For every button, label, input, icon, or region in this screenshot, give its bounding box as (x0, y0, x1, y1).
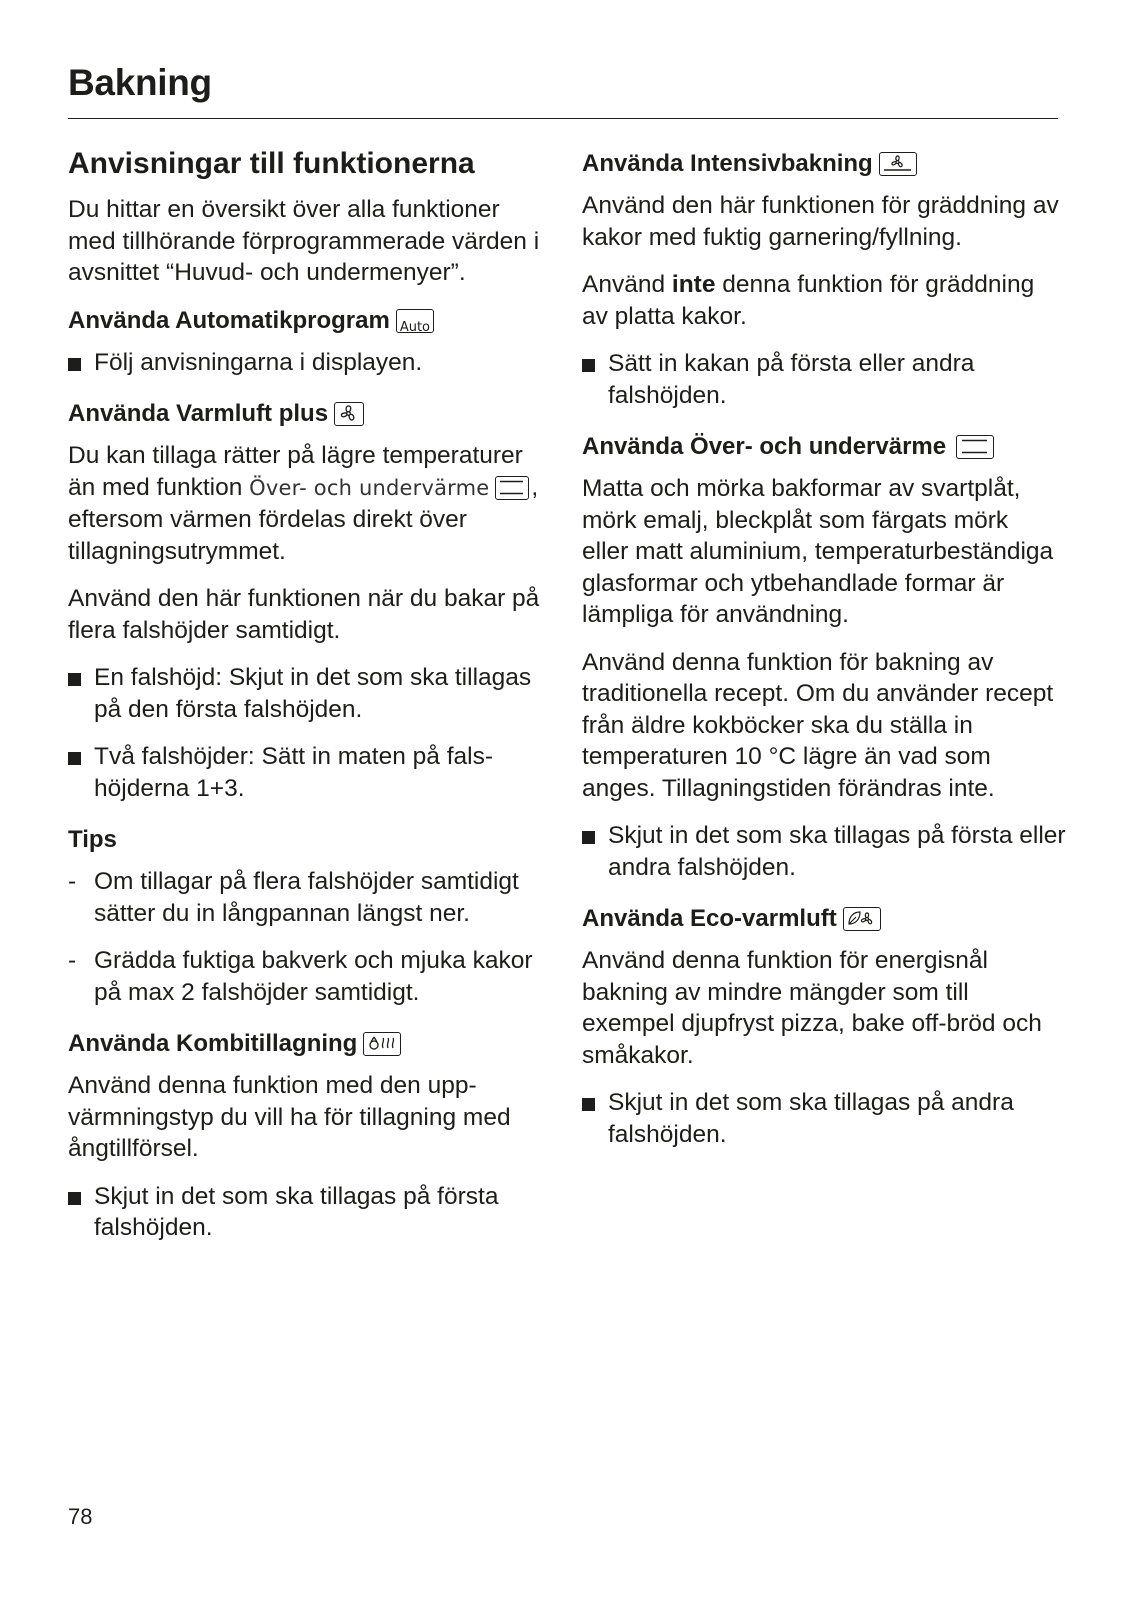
list-item (582, 348, 1086, 411)
intensiv-heading (582, 148, 1062, 180)
bullet-square-icon (68, 752, 81, 765)
intro-paragraph: Du hittar en översikt över alla funktioner med tillhörande förprogrammerade värden i avsnittet “Huvud- och undermenyer”. (68, 196, 540, 286)
list-item (68, 1181, 548, 1244)
over-under-paragraph-2: Använd denna funktion för bakning av traditionella recept. Om du använder recept från äldre kokböcker ska du ställa in temperaturen 10 °C lägre än vad som anges. Tillagningstiden förändras inte. (582, 648, 1054, 802)
bullet-square-icon (582, 359, 595, 372)
auto-icon-label: Auto (399, 319, 431, 335)
tip-text: Om tillagar på flera falshöjder samtidigt sätter du in långpannan längst ner. (94, 868, 519, 927)
display-text-over-under: Över- och undervärme (249, 475, 490, 500)
kombi-heading (68, 1028, 548, 1060)
section-heading: Anvisningar till funktionerna (68, 147, 475, 180)
tips-heading: Tips (68, 826, 117, 853)
over-under-heading-text: Använda Över- och undervärme (582, 433, 947, 460)
left-column (68, 146, 548, 1260)
right-column (582, 148, 1066, 1166)
list-item (68, 347, 548, 379)
over-under-paragraph-1: Matta och mörka bakformar av svartplåt, mörk emalj, bleckplåt som färgats mörk eller matt aluminium, temperaturbeständiga glasformar och ytbehandlade formar är lämpliga för användning. (582, 475, 1054, 628)
list-item-text: Två falshöjder: Sätt in maten på falshöjderna 1+3. (94, 743, 494, 802)
varmluft-text-b: , eftersom värmen fördelas direkt över tillagningsutrymmet. (68, 473, 539, 565)
combi-steam-icon (363, 1032, 401, 1056)
list-item (68, 662, 548, 725)
varmluft-paragraph-2: Använd den här funktionen när du bakar på flera falshöjder samtidigt. (68, 585, 540, 644)
intensive-bake-icon (879, 152, 917, 176)
varmluft-text-a: Du kan tillaga rätter på lägre temperaturer än med funktion (68, 442, 523, 501)
list-item-text: Skjut in det som ska tillagas på första falshöjden. (94, 1182, 499, 1241)
fan-icon (334, 402, 364, 426)
auto-heading (68, 305, 548, 337)
auto-icon (396, 309, 434, 333)
eco-heading-text: Använda Eco-varmluft (582, 905, 837, 932)
page-number: 78 (68, 1504, 93, 1529)
intensiv-text-b: denna funktion för gräddning av platta kakor. (582, 271, 1035, 330)
intensiv-paragraph-2 (582, 269, 1060, 332)
list-item-text: Skjut in det som ska tillagas på andra falshöjden. (608, 1089, 1014, 1148)
tip-text: Grädda fuktiga bakverk och mjuka kakor på max 2 falshöjder samtidigt. (94, 947, 533, 1006)
list-item (582, 1087, 1086, 1150)
dash-marker: - (68, 868, 77, 895)
top-bottom-heat-icon (495, 476, 529, 500)
tip-item (68, 866, 548, 929)
bullet-square-icon (68, 1192, 81, 1205)
list-item-text: Sätt in kakan på första eller andra falshöjden. (608, 350, 975, 409)
varmluft-paragraph-1 (68, 440, 548, 567)
kombi-heading-text: Använda Kombitillagning (68, 1030, 358, 1057)
intensiv-text-a: Använd (582, 271, 672, 298)
list-item-text: En falshöjd: Skjut in det som ska tillagas på den första falshöjden. (94, 664, 532, 723)
intensiv-paragraph-1: Använd den här funktionen för gräddning av kakor med fuktig garnering/fyllning. (582, 192, 1059, 251)
list-item-text: Följ anvisningarna i displayen. (94, 348, 423, 376)
page-title: Bakning (68, 62, 212, 103)
top-bottom-heat-icon (956, 435, 994, 459)
bullet-square-icon (68, 358, 81, 371)
eco-fan-icon (843, 907, 881, 931)
varmluft-heading (68, 398, 548, 430)
eco-paragraph: Använd denna funktion för energisnål bakning av mindre mängder som till exempel djupfryst pizza, bake off-bröd och småkakor. (582, 947, 1042, 1069)
tip-item (68, 945, 548, 1008)
bullet-square-icon (68, 673, 81, 686)
eco-heading (582, 903, 1062, 935)
bullet-square-icon (582, 831, 595, 844)
list-item (68, 741, 548, 804)
intensiv-text-bold: inte (671, 271, 716, 298)
header-divider (68, 118, 1058, 119)
varmluft-heading-text: Använda Varmluft plus (68, 400, 329, 427)
bullet-square-icon (582, 1098, 595, 1111)
list-item (582, 820, 1086, 883)
kombi-paragraph: Använd denna funktion med den uppvärmningstyp du vill ha för tillagning med ångtillförsel. (68, 1072, 511, 1162)
dash-marker: - (68, 947, 77, 974)
list-item-text: Skjut in det som ska tillagas på första eller andra falshöjden. (608, 822, 1066, 881)
auto-heading-text: Använda Automatikprogram (68, 306, 390, 334)
intensiv-heading-text: Använda Intensivbakning (582, 150, 873, 177)
over-under-heading (582, 431, 1062, 463)
